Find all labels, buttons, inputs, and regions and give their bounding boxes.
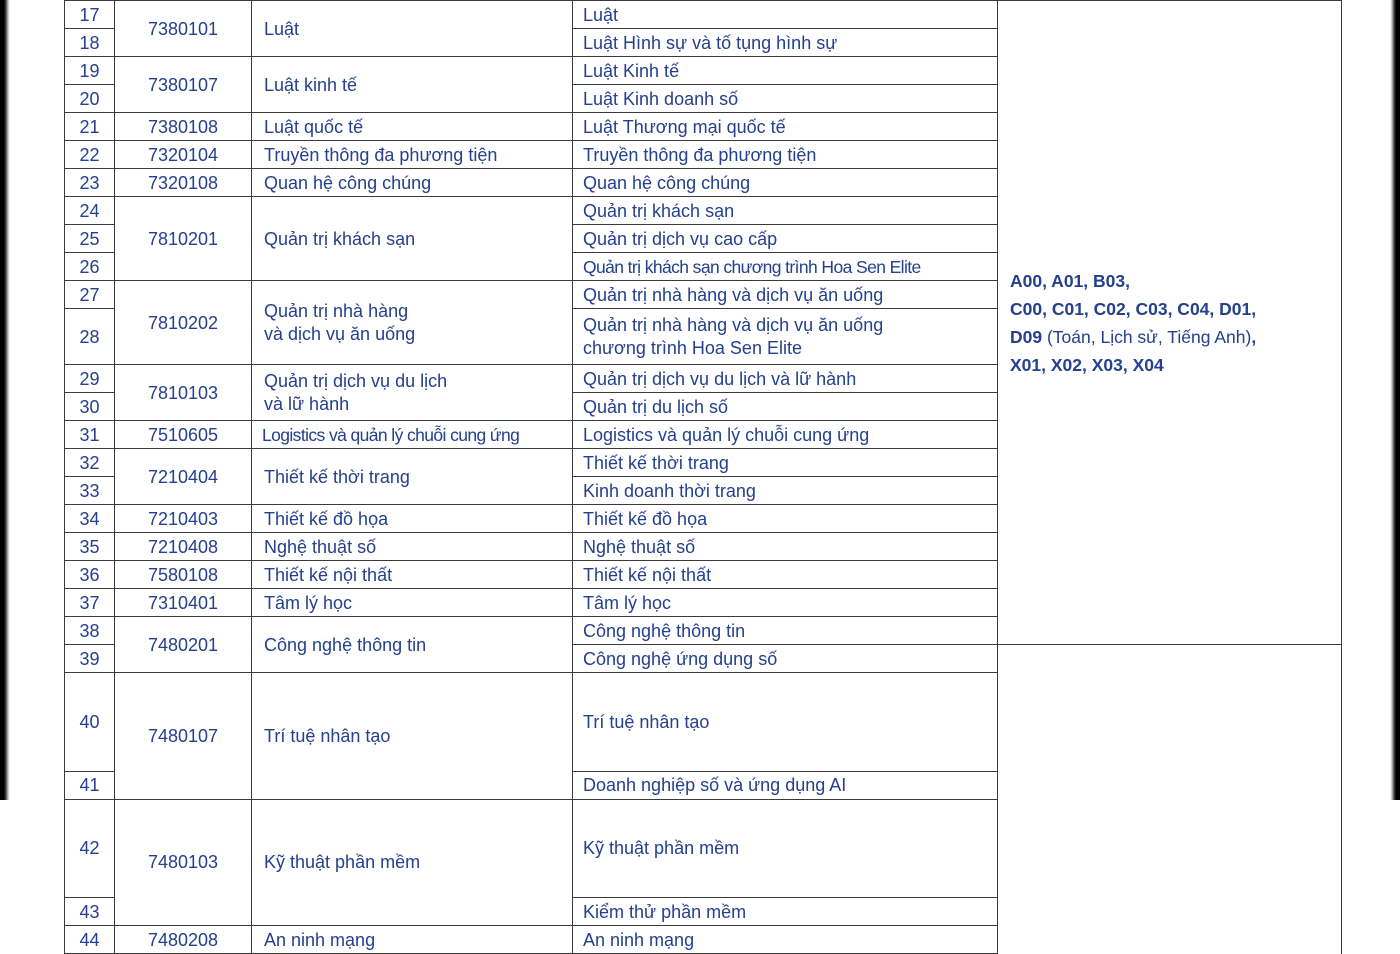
row-number: 34 bbox=[65, 505, 115, 533]
specialization: Truyền thông đa phương tiện bbox=[573, 141, 998, 169]
major-name bbox=[252, 365, 573, 421]
major-code: 7480208 bbox=[115, 926, 252, 954]
major-name: Thiết kế nội thất bbox=[252, 561, 573, 589]
major-code: 7480103 bbox=[115, 799, 252, 926]
table-row bbox=[65, 926, 1342, 954]
row-number: 26 bbox=[65, 253, 115, 281]
specialization: Quan hệ công chúng bbox=[573, 169, 998, 197]
major-name-line: và lữ hành bbox=[264, 393, 350, 414]
row-number: 44 bbox=[65, 926, 115, 954]
major-name: Truyền thông đa phương tiện bbox=[252, 141, 573, 169]
specialization: Luật bbox=[573, 1, 998, 29]
specialization: Trí tuệ nhân tạo bbox=[573, 673, 998, 772]
row-number: 39 bbox=[65, 645, 115, 673]
major-name-line: và dịch vụ ăn uống bbox=[264, 323, 416, 344]
row-number: 17 bbox=[65, 1, 115, 29]
major-code: 7210408 bbox=[115, 533, 252, 561]
major-code: 7480201 bbox=[115, 617, 252, 673]
specialization: Tâm lý học bbox=[573, 589, 998, 617]
major-name-line: Quản trị dịch vụ du lịch bbox=[264, 370, 448, 391]
row-number: 35 bbox=[65, 533, 115, 561]
specialization: Quản trị khách sạn chương trình Hoa Sen Elite bbox=[573, 253, 998, 281]
specialization-line: chương trình Hoa Sen Elite bbox=[583, 337, 802, 358]
page-edge-right bbox=[1390, 0, 1400, 800]
specialization: Quản trị dịch vụ du lịch và lữ hành bbox=[573, 365, 998, 393]
row-number: 31 bbox=[65, 421, 115, 449]
specialization: Quản trị dịch vụ cao cấp bbox=[573, 225, 998, 253]
table-row bbox=[65, 1, 1342, 29]
row-number: 28 bbox=[65, 309, 115, 365]
combo-note: (Toán, Lịch sử, Tiếng Anh) bbox=[1042, 326, 1252, 347]
major-name: Thiết kế thời trang bbox=[252, 449, 573, 505]
specialization: Quản trị nhà hàng và dịch vụ ăn uống bbox=[573, 281, 998, 309]
admission-majors-table bbox=[64, 0, 1342, 954]
row-number: 37 bbox=[65, 589, 115, 617]
major-code: 7480107 bbox=[115, 673, 252, 800]
major-name: Trí tuệ nhân tạo bbox=[252, 673, 573, 800]
combo-line bbox=[1010, 323, 1341, 351]
major-name: Công nghệ thông tin bbox=[252, 617, 573, 673]
specialization: Công nghệ ứng dụng số bbox=[573, 645, 998, 673]
row-number: 42 bbox=[65, 799, 115, 898]
major-code: 7210403 bbox=[115, 505, 252, 533]
table-row bbox=[65, 799, 1342, 898]
major-name: Quan hệ công chúng bbox=[252, 169, 573, 197]
specialization: Logistics và quản lý chuỗi cung ứng bbox=[573, 421, 998, 449]
major-code: 7510605 bbox=[115, 421, 252, 449]
specialization: Thiết kế đồ họa bbox=[573, 505, 998, 533]
major-code: 7380108 bbox=[115, 113, 252, 141]
combo-code: D09 bbox=[1010, 326, 1043, 347]
row-number: 33 bbox=[65, 477, 115, 505]
specialization bbox=[573, 309, 998, 365]
major-name: Luật quốc tế bbox=[252, 113, 573, 141]
page-edge-left bbox=[0, 0, 10, 800]
combo-line: A00, A01, B03, bbox=[1010, 270, 1130, 291]
major-code: 7810202 bbox=[115, 281, 252, 365]
major-name: An ninh mạng bbox=[252, 926, 573, 954]
major-code: 7380107 bbox=[115, 57, 252, 113]
specialization: Kiểm thử phần mềm bbox=[573, 898, 998, 926]
specialization: Công nghệ thông tin bbox=[573, 617, 998, 645]
row-number: 30 bbox=[65, 393, 115, 421]
major-name: Tâm lý học bbox=[252, 589, 573, 617]
major-name: Nghệ thuật số bbox=[252, 533, 573, 561]
specialization: Luật Kinh tế bbox=[573, 57, 998, 85]
major-name: Luật kinh tế bbox=[252, 57, 573, 113]
major-code: 7210404 bbox=[115, 449, 252, 505]
combo-line: C00, C01, C02, C03, C04, D01, bbox=[1010, 298, 1257, 319]
specialization: Thiết kế nội thất bbox=[573, 561, 998, 589]
row-number: 19 bbox=[65, 57, 115, 85]
specialization: Luật Thương mại quốc tế bbox=[573, 113, 998, 141]
combo-line: X01, X02, X03, X04 bbox=[1010, 354, 1164, 375]
major-name-line: Quản trị nhà hàng bbox=[264, 300, 409, 321]
row-number: 27 bbox=[65, 281, 115, 309]
row-number: 29 bbox=[65, 365, 115, 393]
combo-comma: , bbox=[1251, 326, 1257, 347]
major-code: 7810103 bbox=[115, 365, 252, 421]
major-name: Luật bbox=[252, 1, 573, 57]
row-number: 22 bbox=[65, 141, 115, 169]
major-name: Kỹ thuật phần mềm bbox=[252, 799, 573, 926]
major-name: Logistics và quản lý chuỗi cung ứng bbox=[252, 421, 573, 449]
specialization: Luật Hình sự và tố tụng hình sự bbox=[573, 29, 998, 57]
row-number: 43 bbox=[65, 898, 115, 926]
specialization: An ninh mạng bbox=[573, 926, 998, 954]
specialization: Quản trị khách sạn bbox=[573, 197, 998, 225]
major-code: 7320108 bbox=[115, 169, 252, 197]
row-number: 41 bbox=[65, 771, 115, 799]
specialization: Thiết kế thời trang bbox=[573, 449, 998, 477]
row-number: 32 bbox=[65, 449, 115, 477]
major-code: 7580108 bbox=[115, 561, 252, 589]
specialization: Kỹ thuật phần mềm bbox=[573, 799, 998, 898]
major-name: Thiết kế đồ họa bbox=[252, 505, 573, 533]
specialization: Kinh doanh thời trang bbox=[573, 477, 998, 505]
row-number: 20 bbox=[65, 85, 115, 113]
major-code: 7810201 bbox=[115, 197, 252, 281]
row-number: 23 bbox=[65, 169, 115, 197]
row-number: 36 bbox=[65, 561, 115, 589]
row-number: 18 bbox=[65, 29, 115, 57]
specialization: Quản trị du lịch số bbox=[573, 393, 998, 421]
subject-combinations-group-1 bbox=[998, 1, 1342, 645]
major-code: 7310401 bbox=[115, 589, 252, 617]
specialization-line: Quản trị nhà hàng và dịch vụ ăn uống bbox=[583, 314, 884, 335]
specialization: Luật Kinh doanh số bbox=[573, 85, 998, 113]
major-code: 7320104 bbox=[115, 141, 252, 169]
row-number: 21 bbox=[65, 113, 115, 141]
specialization: Nghệ thuật số bbox=[573, 533, 998, 561]
row-number: 25 bbox=[65, 225, 115, 253]
specialization: Doanh nghiệp số và ứng dụng AI bbox=[573, 771, 998, 799]
row-number: 40 bbox=[65, 673, 115, 772]
major-name bbox=[252, 281, 573, 365]
major-name: Quản trị khách sạn bbox=[252, 197, 573, 281]
major-code: 7380101 bbox=[115, 1, 252, 57]
row-number: 24 bbox=[65, 197, 115, 225]
table-row bbox=[65, 673, 1342, 772]
row-number: 38 bbox=[65, 617, 115, 645]
